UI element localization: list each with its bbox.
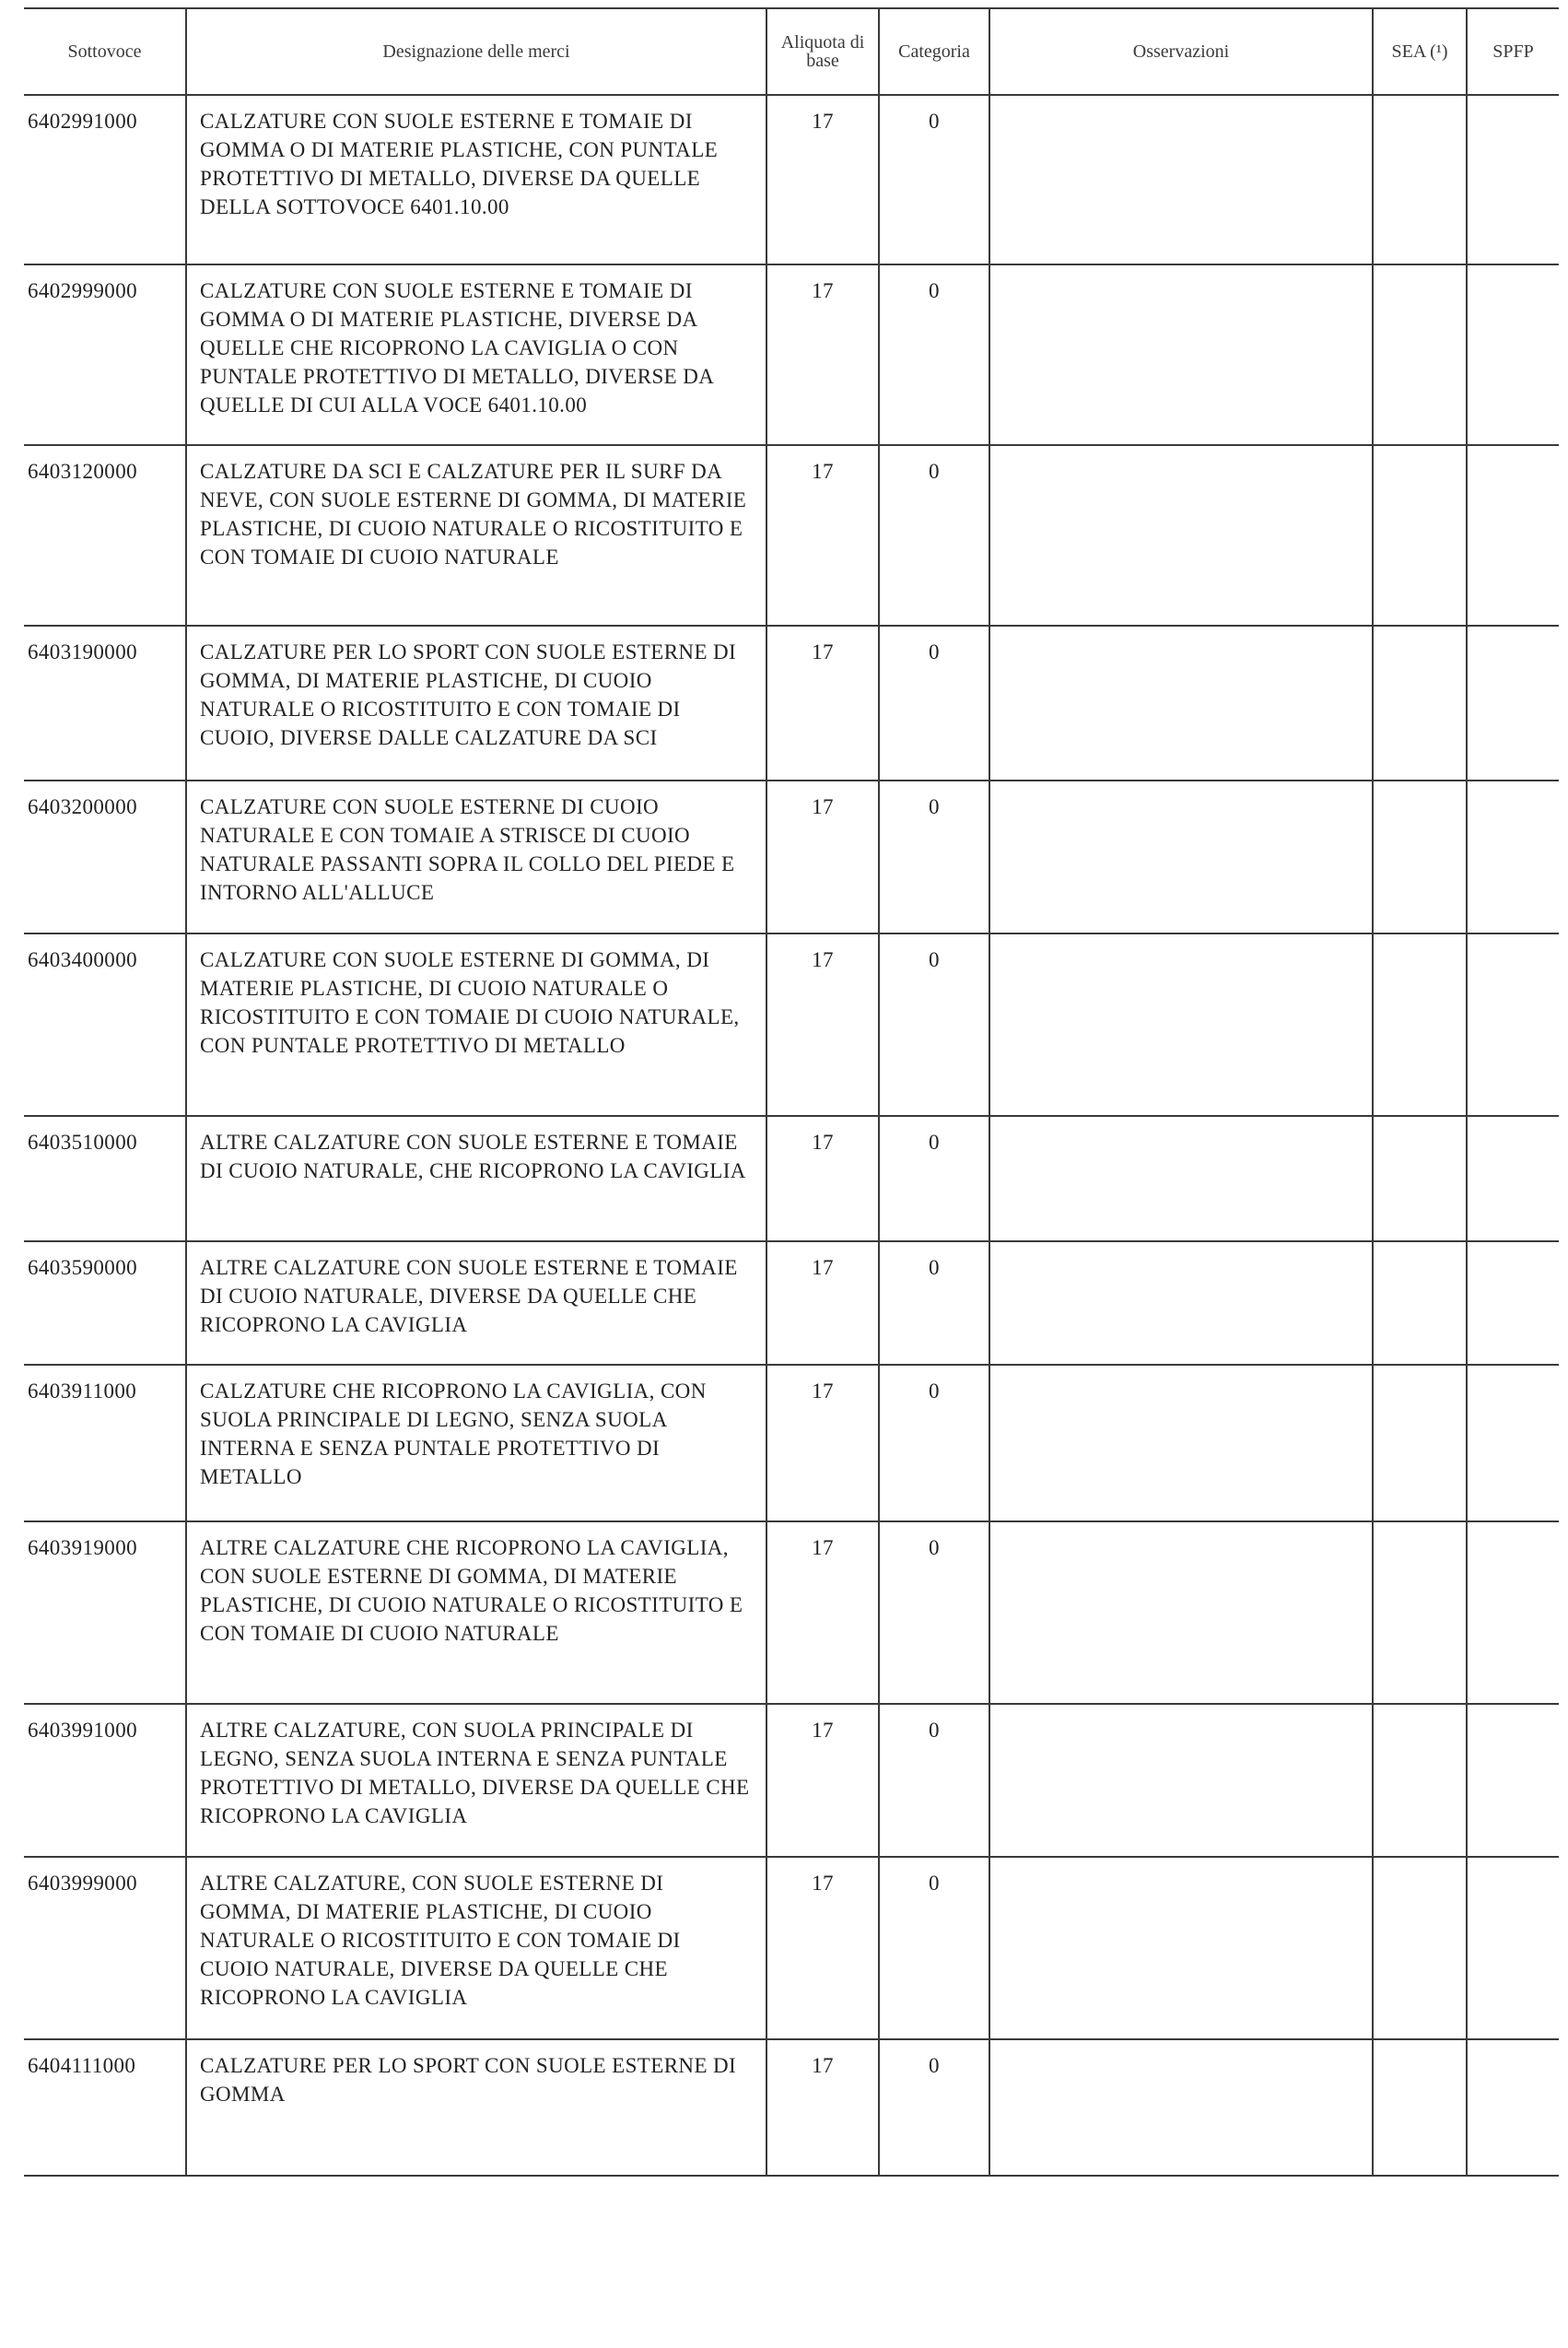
cell-code: 6403999000 [24, 1857, 186, 2039]
cell-spfp [1467, 264, 1559, 445]
cell-notes [989, 445, 1373, 626]
cell-code: 6404111000 [24, 2039, 186, 2176]
cell-description: CALZATURE CON SUOLE ESTERNE E TOMAIE DI GOMMA O DI MATERIE PLASTICHE, CON PUNTALE PROTETTIVO DI METALLO, DIVERSE DA QUELLE DELLA SOTTOVOCE 6401.10.00 [186, 95, 766, 264]
cell-category: 0 [879, 781, 989, 933]
cell-sea [1373, 2039, 1467, 2176]
header-sea: SEA (¹) [1373, 8, 1467, 95]
cell-category: 0 [879, 1116, 989, 1241]
cell-category: 0 [879, 445, 989, 626]
table-row [24, 1521, 1559, 1704]
cell-description: CALZATURE DA SCI E CALZATURE PER IL SURF DA NEVE, CON SUOLE ESTERNE DI GOMMA, DI MATERIE PLASTICHE, DI CUOIO NATURALE O RICOSTITUITO E CON TOMAIE DI CUOIO NATURALE [186, 445, 766, 626]
cell-category: 0 [879, 2039, 989, 2176]
table-row [24, 626, 1559, 781]
cell-description: CALZATURE CON SUOLE ESTERNE E TOMAIE DI GOMMA O DI MATERIE PLASTICHE, DIVERSE DA QUELLE CHE RICOPRONO LA CAVIGLIA O CON PUNTALE PROTETTIVO DI METALLO, DIVERSE DA QUELLE DI CUI ALLA VOCE 6401.10.00 [186, 264, 766, 445]
cell-spfp [1467, 2039, 1559, 2176]
cell-description: CALZATURE PER LO SPORT CON SUOLE ESTERNE DI GOMMA [186, 2039, 766, 2176]
table-row [24, 1857, 1559, 2039]
table-row [24, 95, 1559, 264]
cell-base-rate: 17 [766, 95, 879, 264]
cell-sea [1373, 95, 1467, 264]
cell-code: 6403991000 [24, 1704, 186, 1857]
table-row [24, 1704, 1559, 1857]
cell-base-rate: 17 [766, 1116, 879, 1241]
cell-description: ALTRE CALZATURE CON SUOLE ESTERNE E TOMAIE DI CUOIO NATURALE, DIVERSE DA QUELLE CHE RICOPRONO LA CAVIGLIA [186, 1241, 766, 1365]
cell-description: ALTRE CALZATURE, CON SUOLE ESTERNE DI GOMMA, DI MATERIE PLASTICHE, DI CUOIO NATURALE O RICOSTITUITO E CON TOMAIE DI CUOIO NATURALE, DIVERSE DA QUELLE CHE RICOPRONO LA CAVIGLIA [186, 1857, 766, 2039]
cell-category: 0 [879, 264, 989, 445]
cell-notes [989, 626, 1373, 781]
table-row [24, 781, 1559, 933]
header-spfp: SPFP [1467, 8, 1559, 95]
cell-base-rate: 17 [766, 1521, 879, 1704]
cell-code: 6403190000 [24, 626, 186, 781]
cell-description: CALZATURE CON SUOLE ESTERNE DI GOMMA, DI MATERIE PLASTICHE, DI CUOIO NATURALE O RICOSTITUITO E CON TOMAIE DI CUOIO NATURALE, CON PUNTALE PROTETTIVO DI METALLO [186, 933, 766, 1116]
cell-sea [1373, 1857, 1467, 2039]
cell-sea [1373, 1116, 1467, 1241]
cell-spfp [1467, 1704, 1559, 1857]
cell-sea [1373, 1365, 1467, 1521]
cell-base-rate: 17 [766, 1704, 879, 1857]
cell-category: 0 [879, 933, 989, 1116]
header-notes: Osservazioni [989, 8, 1373, 95]
cell-base-rate: 17 [766, 1241, 879, 1365]
cell-notes [989, 264, 1373, 445]
table-row [24, 933, 1559, 1116]
cell-base-rate: 17 [766, 2039, 879, 2176]
cell-notes [989, 933, 1373, 1116]
cell-spfp [1467, 1521, 1559, 1704]
table-row [24, 2039, 1559, 2176]
cell-notes [989, 1365, 1373, 1521]
cell-base-rate: 17 [766, 933, 879, 1116]
cell-notes [989, 1704, 1373, 1857]
cell-base-rate: 17 [766, 1365, 879, 1521]
cell-sea [1373, 781, 1467, 933]
cell-description: CALZATURE PER LO SPORT CON SUOLE ESTERNE DI GOMMA, DI MATERIE PLASTICHE, DI CUOIO NATURALE O RICOSTITUITO E CON TOMAIE DI CUOIO, DIVERSE DALLE CALZATURE DA SCI [186, 626, 766, 781]
cell-sea [1373, 933, 1467, 1116]
cell-sea [1373, 626, 1467, 781]
cell-category: 0 [879, 95, 989, 264]
cell-code: 6402999000 [24, 264, 186, 445]
cell-code: 6403590000 [24, 1241, 186, 1365]
table-row [24, 445, 1559, 626]
cell-spfp [1467, 1241, 1559, 1365]
cell-spfp [1467, 95, 1559, 264]
cell-code: 6403510000 [24, 1116, 186, 1241]
cell-sea [1373, 1241, 1467, 1365]
table-row [24, 264, 1559, 445]
cell-spfp [1467, 1116, 1559, 1241]
cell-code: 6403919000 [24, 1521, 186, 1704]
cell-sea [1373, 1521, 1467, 1704]
cell-code: 6403911000 [24, 1365, 186, 1521]
cell-category: 0 [879, 626, 989, 781]
cell-notes [989, 1521, 1373, 1704]
cell-code: 6403200000 [24, 781, 186, 933]
cell-base-rate: 17 [766, 264, 879, 445]
cell-spfp [1467, 445, 1559, 626]
cell-base-rate: 17 [766, 781, 879, 933]
cell-spfp [1467, 1857, 1559, 2039]
cell-category: 0 [879, 1521, 989, 1704]
cell-code: 6403120000 [24, 445, 186, 626]
table-header-row [24, 8, 1559, 95]
cell-code: 6403400000 [24, 933, 186, 1116]
cell-sea [1373, 1704, 1467, 1857]
cell-base-rate: 17 [766, 1857, 879, 2039]
cell-spfp [1467, 626, 1559, 781]
cell-description: CALZATURE CHE RICOPRONO LA CAVIGLIA, CON SUOLA PRINCIPALE DI LEGNO, SENZA SUOLA INTERNA E SENZA PUNTALE PROTETTIVO DI METALLO [186, 1365, 766, 1521]
header-code: Sottovoce [24, 8, 186, 95]
cell-description: ALTRE CALZATURE CON SUOLE ESTERNE E TOMAIE DI CUOIO NATURALE, CHE RICOPRONO LA CAVIGLIA [186, 1116, 766, 1241]
cell-spfp [1467, 1365, 1559, 1521]
header-base-rate: Aliquota di base [766, 8, 879, 95]
header-category: Categoria [879, 8, 989, 95]
cell-spfp [1467, 933, 1559, 1116]
cell-category: 0 [879, 1704, 989, 1857]
cell-category: 0 [879, 1241, 989, 1365]
cell-description: CALZATURE CON SUOLE ESTERNE DI CUOIO NATURALE E CON TOMAIE A STRISCE DI CUOIO NATURALE PASSANTI SOPRA IL COLLO DEL PIEDE E INTORNO ALL'ALLUCE [186, 781, 766, 933]
cell-category: 0 [879, 1857, 989, 2039]
table-row [24, 1241, 1559, 1365]
cell-base-rate: 17 [766, 445, 879, 626]
cell-notes [989, 1857, 1373, 2039]
cell-sea [1373, 264, 1467, 445]
cell-description: ALTRE CALZATURE CHE RICOPRONO LA CAVIGLIA, CON SUOLE ESTERNE DI GOMMA, DI MATERIE PLASTICHE, DI CUOIO NATURALE O RICOSTITUITO E CON TOMAIE DI CUOIO NATURALE [186, 1521, 766, 1704]
cell-category: 0 [879, 1365, 989, 1521]
cell-notes [989, 1241, 1373, 1365]
table-row [24, 1116, 1559, 1241]
cell-spfp [1467, 781, 1559, 933]
cell-notes [989, 2039, 1373, 2176]
cell-notes [989, 1116, 1373, 1241]
header-description: Designazione delle merci [186, 8, 766, 95]
cell-notes [989, 95, 1373, 264]
cell-description: ALTRE CALZATURE, CON SUOLA PRINCIPALE DI LEGNO, SENZA SUOLA INTERNA E SENZA PUNTALE PROTETTIVO DI METALLO, DIVERSE DA QUELLE CHE RICOPRONO LA CAVIGLIA [186, 1704, 766, 1857]
table-row [24, 1365, 1559, 1521]
cell-code: 6402991000 [24, 95, 186, 264]
tariff-table [24, 7, 1559, 2177]
cell-notes [989, 781, 1373, 933]
cell-base-rate: 17 [766, 626, 879, 781]
cell-sea [1373, 445, 1467, 626]
